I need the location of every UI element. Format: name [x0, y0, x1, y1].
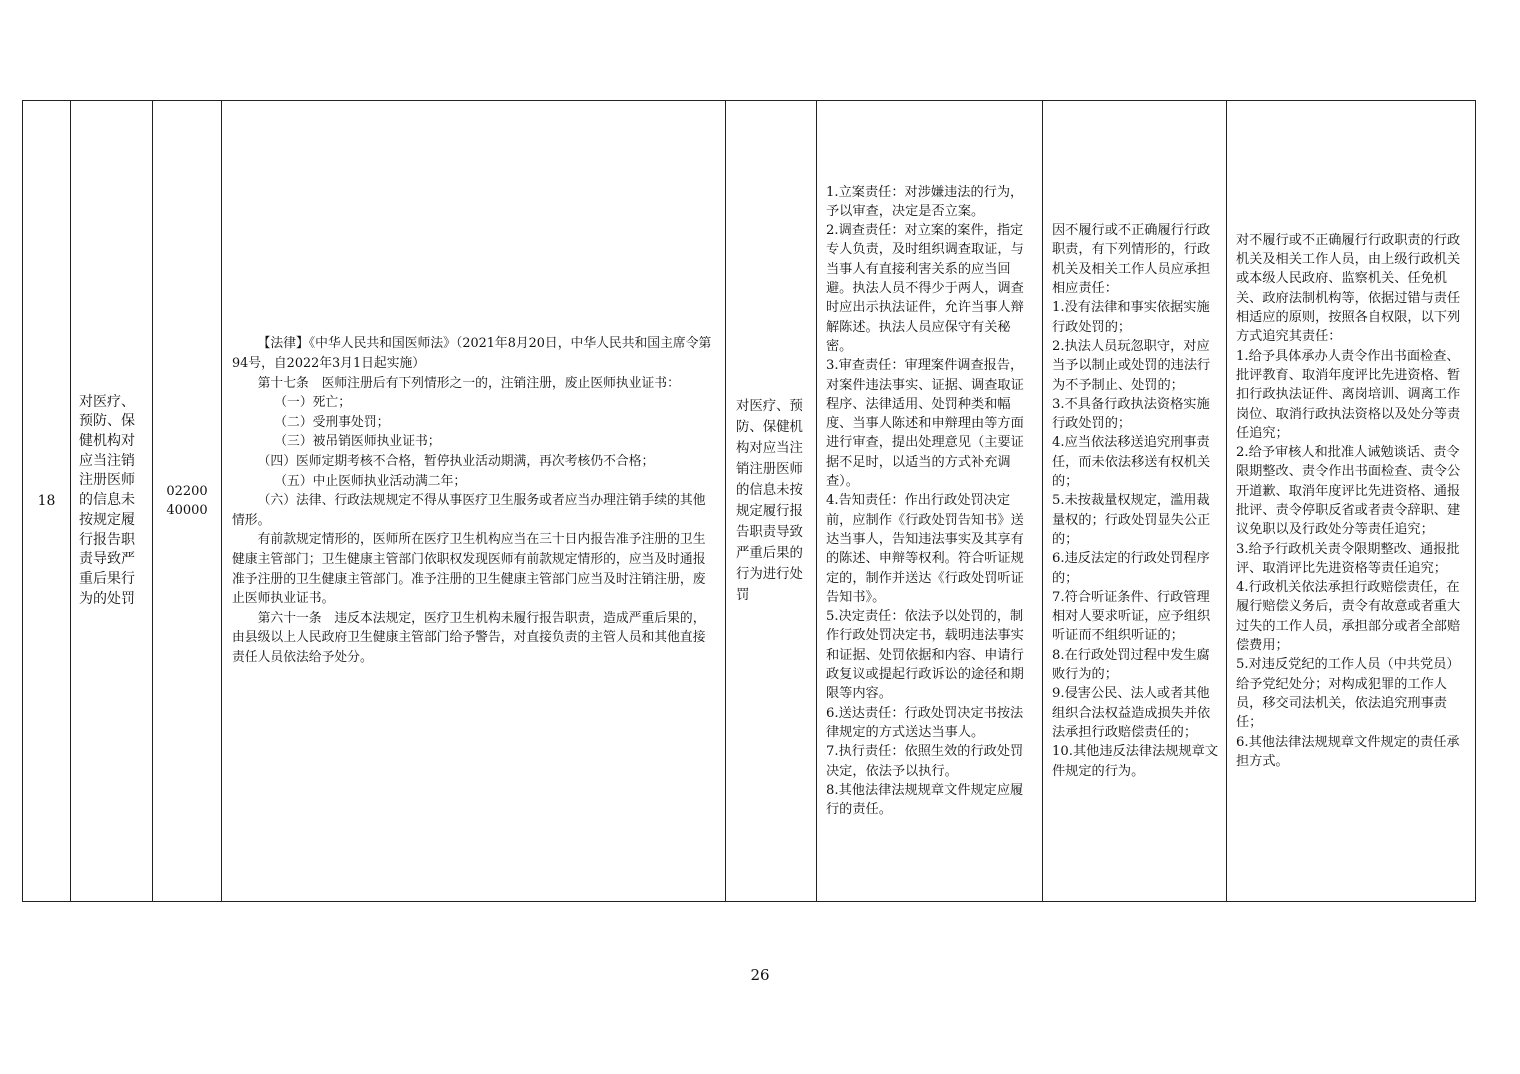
list-item: 1.立案责任：对涉嫌违法的行为，予以审查，决定是否立案。: [826, 184, 1024, 219]
accountability-method-cell: [1227, 101, 1476, 902]
list-item: 3.不具备行政执法资格实施行政处罚的；: [1052, 396, 1210, 432]
basis-paragraph: 有前款规定情形的，医师所在医疗卫生机构应当在三十日内报告准予注册的卫生健康主管部门；卫生健康主管部门依职权发现医师有前款规定情形的，应当及时通报准予注册的卫生健康主管部门。准予注册的卫生健康主管部门应当及时注销注册，废止医师执业证书。: [232, 532, 706, 607]
list-item: 10.其他违反法律法规规章文件规定的行为。: [1052, 744, 1219, 779]
list-item: 9.侵害公民、法人或者其他组织合法权益造成损失并依法承担行政赔偿责任的；: [1052, 686, 1211, 740]
basis-paragraph: 第六十一条 违反本法规定，医疗卫生机构未履行报告职责，造成严重后果的，由县级以上人民政府卫生健康主管部门给予警告，对直接负责的主管人员和其他直接责任人员依法给予处分。: [232, 610, 706, 665]
list-item: 5.对违反党纪的工作人员（中共党员）给予党纪处分；对构成犯罪的工作人员，移交司法机关，依法追究刑事责任；: [1236, 657, 1460, 731]
basis-paragraph: （六）法律、行政法规规定不得从事医疗卫生服务或者应当办理注销手续的其他情形。: [232, 493, 706, 528]
list-item: 3.审查责任：审理案件调查报告，对案件违法事实、证据、调查取证程序、法律适用、处罚种类和幅度、当事人陈述和申辩理由等方面进行审查，提出处理意见（主要证据不足时，以适当的方式补充调查）。: [826, 358, 1024, 490]
list-item: 1.没有法律和事实依据实施行政处罚的；: [1052, 300, 1210, 335]
item-name: 对医疗、预防、保健机构对应当注销注册医师的信息未按规定履行报告职责导致严重后果行为的处罚: [79, 393, 135, 607]
accountability-method-list: [1227, 231, 1475, 771]
basis-paragraph: 第十七条 医师注册后有下列情形之一的，注销注册，废止医师执业证书：: [257, 375, 680, 391]
list-item: 6.送达责任：行政处罚决定书按法律规定的方式送达当事人。: [826, 705, 1024, 740]
basis-item: （三）被吊销医师执业证书；: [274, 434, 441, 450]
item-code-line: 40000: [166, 503, 208, 518]
list-item: 6.违反法定的行政处罚程序的；: [1052, 551, 1210, 586]
item-name-cell: [71, 101, 153, 902]
list-item: 对不履行或不正确履行行政职责的行政机关及相关工作人员，由上级行政机关或本级人民政府、监察机关、任免机关、政府法制机构等，依据过错与责任相适应的原则，按照各自权限，以下列方式追究其责任：: [1236, 232, 1461, 345]
list-item: 因不履行或不正确履行行政职责，有下列情形的，行政机关及相关工作人员应承担相应责任：: [1052, 223, 1211, 297]
list-item: 2.给予审核人和批准人诫勉谈话、责令限期整改、责令作出书面检查、责令公开道歉、取消年度评比先进资格、通报批评、责令停职反省或者责令辞职、建议免职以及行政处分等责任追究；: [1236, 445, 1461, 538]
basis-item: （一）死亡；: [274, 395, 352, 411]
list-item: 1.给予具体承办人责令作出书面检查、批评教育、取消年度评比先进资格、暂扣行政执法证件、离岗培训、调离工作岗位、取消行政执法资格以及处分等责任追究；: [1236, 348, 1461, 441]
responsibility-list: [817, 183, 1042, 820]
item-code-line: 02200: [166, 484, 208, 499]
accountability-situation-list: [1043, 221, 1226, 781]
basis-paragraph: （四）医师定期考核不合格，暂停执业活动期满，再次考核仍不合格；: [257, 454, 655, 470]
list-item: 4.应当依法移送追究刑事责任，而未依法移送有权机关的；: [1052, 435, 1211, 490]
row-number: 18: [23, 101, 71, 902]
list-item: 3.给予行政机关责令限期整改、通报批评、取消评比先进资格等责任追究；: [1236, 541, 1460, 576]
basis-item: （二）受刑事处罚；: [274, 414, 390, 430]
item-code-cell: [153, 101, 222, 902]
conduct-description: 对医疗、预防、保健机构对应当注销注册医师的信息未按规定履行报告职责导致严重后果的行为进行处罚: [736, 399, 803, 603]
list-item: 8.在行政处罚过程中发生腐败行为的；: [1052, 647, 1210, 683]
list-item: 6.其他法律法规规章文件规定的责任承担方式。: [1236, 734, 1460, 769]
list-item: 4.告知责任：作出行政处罚决定前，应制作《行政处罚告知书》送达当事人，告知违法事实及其享有的陈述、申辩等权利。符合听证规定的，制作并送达《行政处罚听证告知书》。: [826, 493, 1024, 605]
basis-item: （五）中止医师执业活动满二年；: [274, 473, 467, 489]
list-item: 5.未按裁量权规定，滥用裁量权的；行政处罚显失公正的；: [1052, 493, 1211, 547]
page-number: 26: [750, 966, 770, 984]
accountability-situation-cell: [1043, 101, 1227, 902]
list-item: 2.执法人员玩忽职守，对应当予以制止或处罚的违法行为不予制止、处罚的；: [1052, 338, 1211, 393]
basis-paragraph: 【法律】《中华人民共和国医师法》（2021年8月20日，中华人民共和国主席令第94号，自2022年3月1日起实施）: [232, 336, 712, 372]
list-item: 2.调查责任：对立案的案件，指定专人负责，及时组织调查取证，与当事人有直接利害关系的应当回避。执法人员不得少于两人，调查时应出示执法证件，允许当事人辩解陈述。执法人员应保守有关秘密。: [826, 223, 1024, 354]
legal-basis: [222, 334, 725, 667]
list-item: 5.决定责任：依法予以处罚的，制作行政处罚决定书，载明违法事实和证据、处罚依据和内容、申请行政复议或提起行政诉讼的途径和期限等内容。: [826, 609, 1024, 702]
power-list-table: [22, 100, 1476, 902]
list-item: 4.行政机关依法承担行政赔偿责任，在履行赔偿义务后，责令有故意或者重大过失的工作人员，承担部分或者全部赔偿费用；: [1236, 580, 1461, 654]
table-row: [23, 101, 1476, 902]
list-item: 7.符合听证条件、行政管理相对人要求听证，应予组织听证而不组织听证的；: [1052, 589, 1211, 644]
responsibility-cell: [817, 101, 1043, 902]
list-item: 8.其他法律法规规章文件规定应履行的责任。: [826, 782, 1024, 818]
legal-basis-cell: [222, 101, 726, 902]
list-item: 7.执行责任：依照生效的行政处罚决定，依法予以执行。: [826, 744, 1024, 779]
conduct-cell: [726, 101, 817, 902]
